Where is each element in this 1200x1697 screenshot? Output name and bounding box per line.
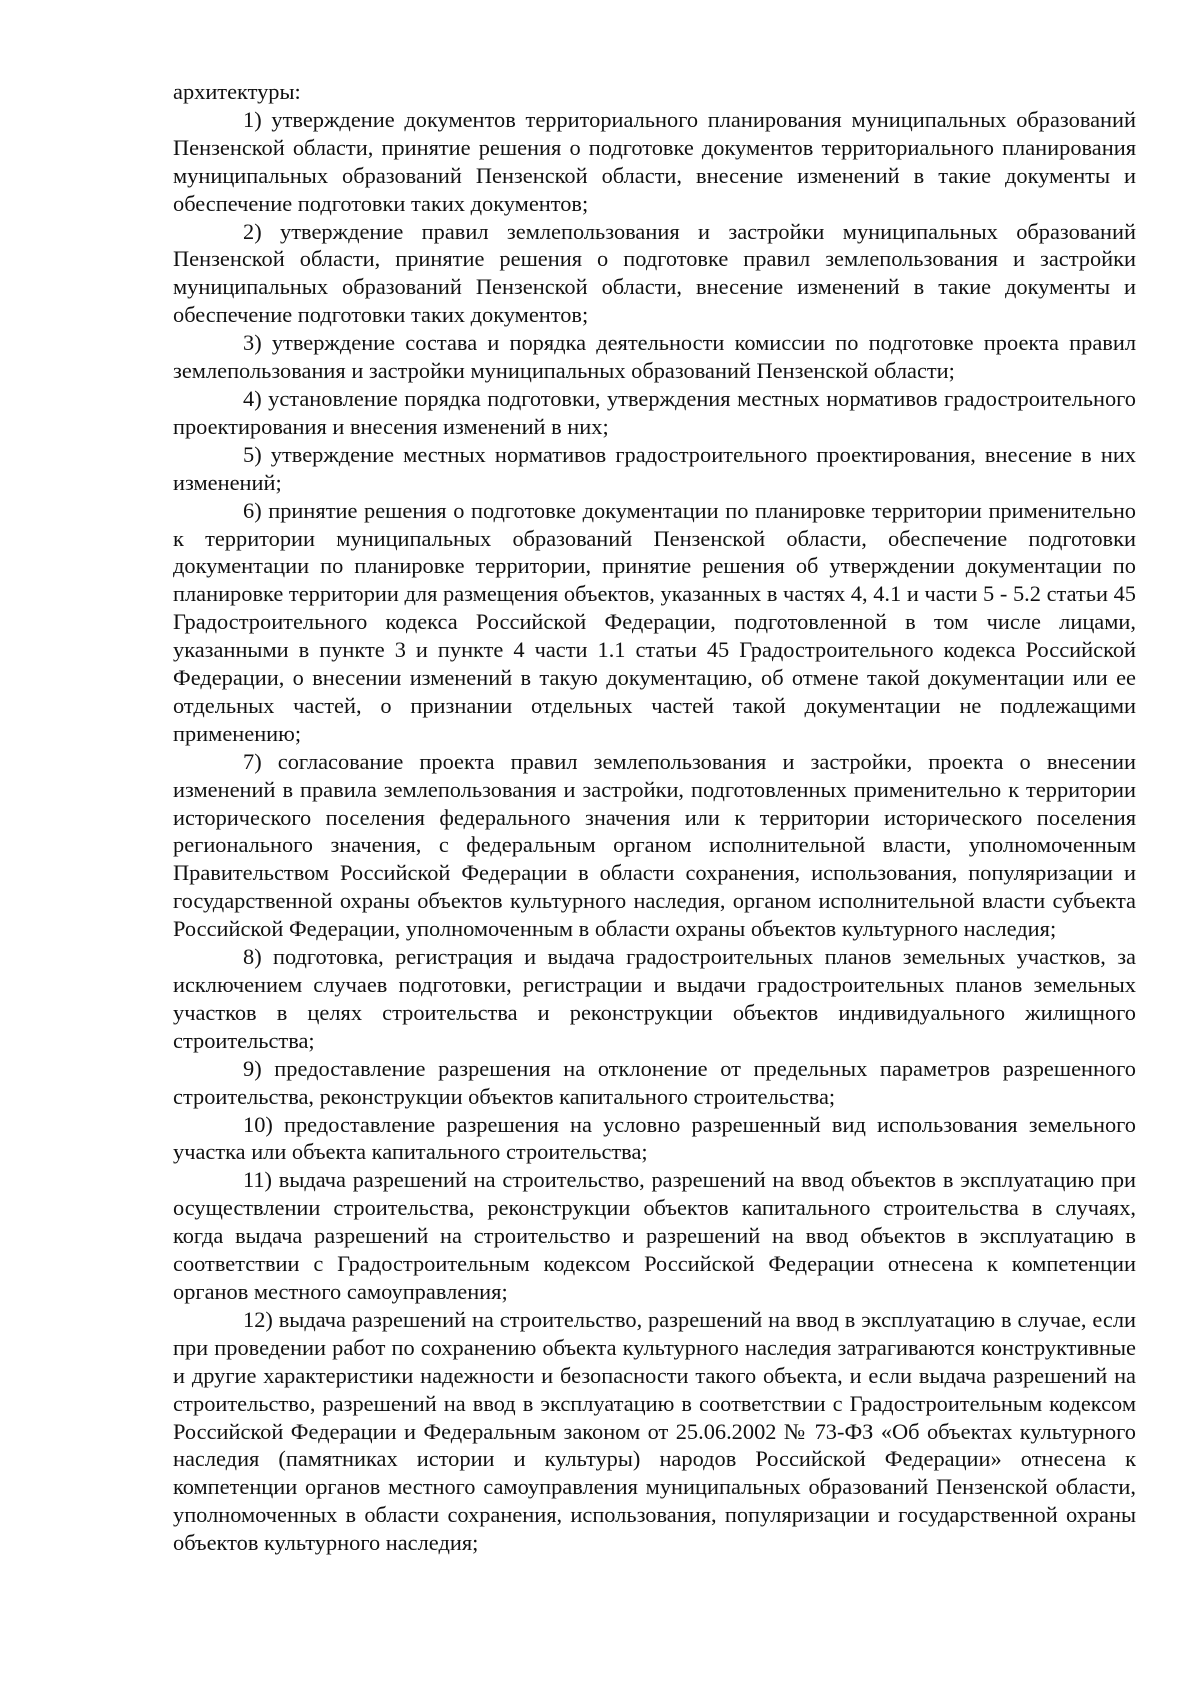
intro-line: архитектуры: (173, 79, 301, 104)
list-item-5: 5) утверждение местных нормативов градостроительного проектирования, внесение в них изменений; (173, 441, 1136, 495)
list-item-1: 1) утверждение документов территориального планирования муниципальных образований Пензенской области, принятие решения о подготовке документов территориального планирования муниципальных образований Пензенской области, внесение изменений в такие документы и обеспечение подготовки таких документов; (173, 106, 1136, 216)
list-item-9: 9) предоставление разрешения на отклонение от предельных параметров разрешенного строительства, реконструкции объектов капитального строительства; (173, 1055, 1136, 1109)
list-item-8: 8) подготовка, регистрация и выдача градостроительных планов земельных участков, за исключением случаев подготовки, регистрации и выдачи градостроительных планов земельных участков в целях строительства и реконструкции объектов индивидуального жилищного строительства; (173, 944, 1136, 1053)
list-item-10: 10) предоставление разрешения на условно разрешенный вид использования земельного участка или объекта капитального строительства; (173, 1111, 1136, 1165)
document-page (173, 78, 1136, 1557)
list-item-6: 6) принятие решения о подготовке документации по планировке территории применительно к территории муниципальных образований Пензенской области, обеспечение подготовки документации по планировке территории, принятие решения об утверждении документации по планировке территории для размещения объектов, указанных в частях 4, 4.1 и части 5 - 5.2 статьи 45 Градостроительного кодекса Российской Федерации, подготовленной в том числе лицами, указанными в пункте 3 и пункте 4 части 1.1 статьи 45 Градостроительного кодекса Российской Федерации, о внесении изменений в такую документацию, об отмене такой документации или ее отдельных частей, о признании отдельных частей такой документации не подлежащими применению; (173, 497, 1136, 746)
list-item-3: 3) утверждение состава и порядка деятельности комиссии по подготовке проекта правил землепользования и застройки муниципальных образований Пензенской области; (173, 330, 1136, 384)
list-item-11: 11) выдача разрешений на строительство, разрешений на ввод объектов в эксплуатацию при осуществлении строительства, реконструкции объектов капитального строительства в случаях, когда выдача разрешений на строительство и разрешений на ввод объектов в эксплуатацию в соответствии с Градостроительным кодексом Российской Федерации отнесена к компетенции органов местного самоуправления; (173, 1167, 1136, 1304)
list-item-7: 7) согласование проекта правил землепользования и застройки, проекта о внесении изменений в правила землепользования и застройки, подготовленных применительно к территории исторического поселения федерального значения или к территории исторического поселения регионального значения, с федеральным органом исполнительной власти, уполномоченным Правительством Российской Федерации в области сохранения, использования, популяризации и государственной охраны объектов культурного наследия, органом исполнительной власти субъекта Российской Федерации, уполномоченным в области охраны объектов культурного наследия; (173, 748, 1136, 942)
list-item-4: 4) установление порядка подготовки, утверждения местных нормативов градостроительного проектирования и внесения изменений в них; (173, 385, 1136, 439)
list-item-12: 12) выдача разрешений на строительство, разрешений на ввод в эксплуатацию в случае, если при проведении работ по сохранению объекта культурного наследия затрагиваются конструктивные и другие характеристики надежности и безопасности такого объекта, и если выдача разрешений на строительство, разрешений на ввод в эксплуатацию в соответствии с Градостроительным кодексом Российской Федерации и Федеральным законом от 25.06.2002 № 73-ФЗ «Об объектах культурного наследия (памятниках истории и культуры) народов Российской Федерации» отнесена к компетенции органов местного самоуправления муниципальных образований Пензенской области, уполномоченных в области сохранения, использования, популяризации и государственной охраны объектов культурного наследия; (173, 1306, 1136, 1556)
list-item-2: 2) утверждение правил землепользования и застройки муниципальных образований Пензенской области, принятие решения о подготовке правил землепользования и застройки муниципальных образований Пензенской области, внесение изменений в такие документы и обеспечение подготовки таких документов; (173, 218, 1136, 328)
